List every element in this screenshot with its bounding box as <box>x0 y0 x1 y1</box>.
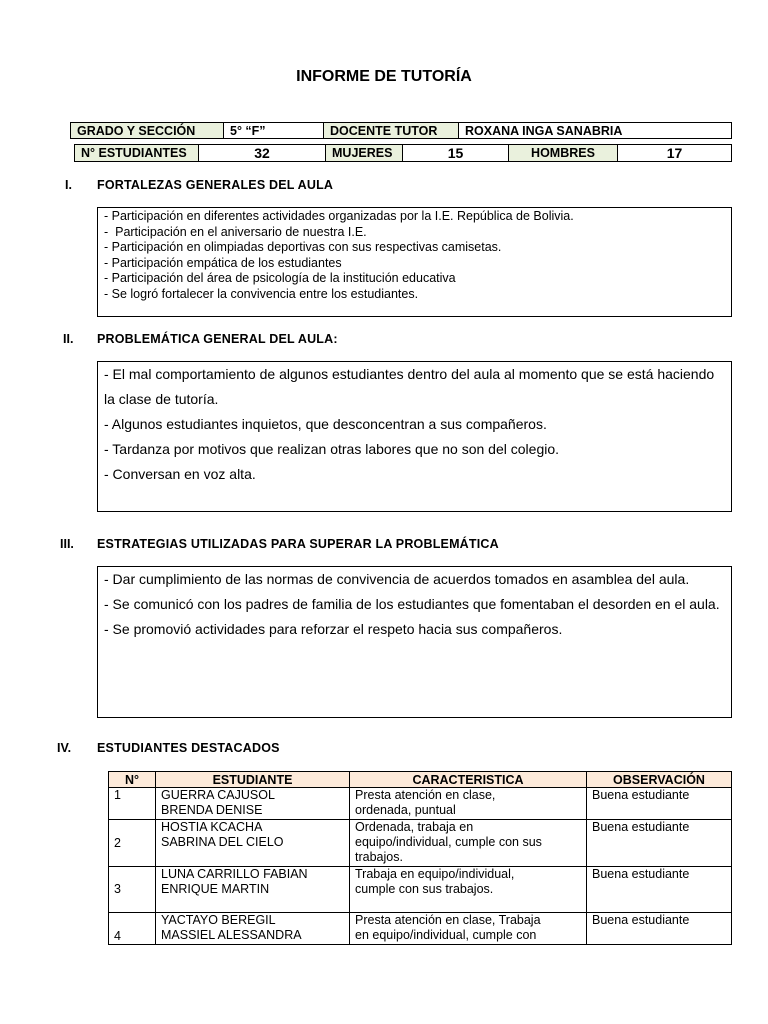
table-row <box>109 867 732 913</box>
row-number <box>109 913 156 945</box>
fortaleza-item: - Participación empática de los estudiantes <box>104 255 342 270</box>
characteristic-line: equipo/individual, cumple con sus <box>355 835 542 849</box>
student-name-line: SABRINA DEL CIELO <box>161 835 284 849</box>
grado-label: GRADO Y SECCIÓN <box>71 123 224 139</box>
col-header-number: N° <box>109 772 156 788</box>
docente-value: ROXANA INGA SANABRIA <box>459 123 732 139</box>
student-observation: Buena estudiante <box>587 867 732 913</box>
estudiantes-label: N° ESTUDIANTES <box>75 145 199 162</box>
info-table-row1 <box>70 122 732 139</box>
characteristic-line: ordenada, puntual <box>355 803 456 817</box>
student-name <box>156 867 350 913</box>
col-header-characteristic: CARACTERISTICA <box>350 772 587 788</box>
section-3-title: ESTRATEGIAS UTILIZADAS PARA SUPERAR LA PROBLEMÁTICA <box>97 537 499 551</box>
section-2-number: II. <box>63 332 74 346</box>
estrategias-box <box>97 566 732 718</box>
student-name-line: MASSIEL ALESSANDRA <box>161 928 302 942</box>
table-row <box>109 820 732 867</box>
student-name-line: BRENDA DENISE <box>161 803 263 817</box>
section-4-title: ESTUDIANTES DESTACADOS <box>97 741 280 755</box>
section-2-title: PROBLEMÁTICA GENERAL DEL AULA: <box>97 332 338 346</box>
student-characteristic <box>350 867 587 913</box>
problematica-item: - Conversan en voz alta. <box>104 466 256 482</box>
section-1-number: I. <box>65 178 72 192</box>
characteristic-line: cumple con sus trabajos. <box>355 882 494 896</box>
estrategia-item: - Dar cumplimiento de las normas de convivencia de acuerdos tomados en asamblea del aula. <box>104 571 690 587</box>
student-characteristic <box>350 913 587 945</box>
row-number-text: 4 <box>114 929 121 943</box>
mujeres-label: MUJERES <box>326 145 403 162</box>
students-table-header <box>109 772 732 788</box>
characteristic-line: Trabaja en equipo/individual, <box>355 867 515 881</box>
docente-label: DOCENTE TUTOR <box>324 123 459 139</box>
student-name-line: HOSTIA KCACHA <box>161 820 263 834</box>
characteristic-line: en equipo/individual, cumple con <box>355 928 537 942</box>
estrategia-item: - Se comunicó con los padres de familia de los estudiantes que fomentaban el desorden en el aula. <box>104 596 720 612</box>
student-name <box>156 788 350 820</box>
student-observation: Buena estudiante <box>587 788 732 820</box>
fortalezas-box <box>97 207 732 317</box>
characteristic-line: Ordenada, trabaja en <box>355 820 474 834</box>
document-title: INFORME DE TUTORÍA <box>296 68 472 85</box>
student-name <box>156 820 350 867</box>
student-name <box>156 913 350 945</box>
estrategia-item: - Se promovió actividades para reforzar el respeto hacia sus compañeros. <box>104 621 563 637</box>
section-4-number: IV. <box>57 741 72 755</box>
student-observation: Buena estudiante <box>587 820 732 867</box>
hombres-label: HOMBRES <box>509 145 618 162</box>
student-name-line: LUNA CARRILLO FABIAN <box>161 867 308 881</box>
info-table-row2 <box>74 144 732 162</box>
section-1-title: FORTALEZAS GENERALES DEL AULA <box>97 178 334 192</box>
estudiantes-value: 32 <box>199 145 326 162</box>
student-name-line: YACTAYO BEREGIL <box>161 913 276 927</box>
characteristic-line: trabajos. <box>355 850 403 864</box>
hombres-value: 17 <box>618 145 732 162</box>
col-header-student: ESTUDIANTE <box>156 772 350 788</box>
mujeres-value: 15 <box>403 145 509 162</box>
student-name-line: ENRIQUE MARTIN <box>161 882 270 896</box>
problematica-item: - Tardanza por motivos que realizan otras labores que no son del colegio. <box>104 441 560 457</box>
fortaleza-item: - Participación en diferentes actividades organizadas por la I.E. República de Bolivia. <box>104 209 574 223</box>
student-observation: Buena estudiante <box>587 913 732 945</box>
grado-value: 5° “F” <box>224 123 324 139</box>
table-row <box>109 913 732 945</box>
problematica-item: - El mal comportamiento de algunos estudiantes dentro del aula al momento que se está haciendo la clase de tutoría. <box>104 366 715 407</box>
characteristic-line: Presta atención en clase, <box>355 788 496 802</box>
characteristic-line: Presta atención en clase, Trabaja <box>355 913 541 927</box>
student-characteristic <box>350 788 587 820</box>
row-number <box>109 820 156 867</box>
section-3-number: III. <box>60 537 74 551</box>
student-characteristic <box>350 820 587 867</box>
row-number <box>109 867 156 913</box>
row-number: 1 <box>109 788 156 820</box>
col-header-observation: OBSERVACIÓN <box>587 772 732 788</box>
row-number-text: 3 <box>114 882 121 896</box>
fortaleza-item: - Se logró fortalecer la convivencia entre los estudiantes. <box>104 286 419 301</box>
student-name-line: GUERRA CAJUSOL <box>161 788 275 802</box>
row-number-text: 2 <box>114 835 121 850</box>
problematica-box <box>97 361 732 512</box>
fortaleza-item: - Participación del área de psicología de la institución educativa <box>104 271 456 285</box>
students-table <box>108 771 732 945</box>
fortaleza-item: - Participación en olimpiadas deportivas con sus respectivas camisetas. <box>104 240 502 254</box>
problematica-item: - Algunos estudiantes inquietos, que desconcentran a sus compañeros. <box>104 416 547 432</box>
table-row <box>109 788 732 820</box>
fortaleza-item: - Participación en el aniversario de nuestra I.E. <box>104 224 367 239</box>
